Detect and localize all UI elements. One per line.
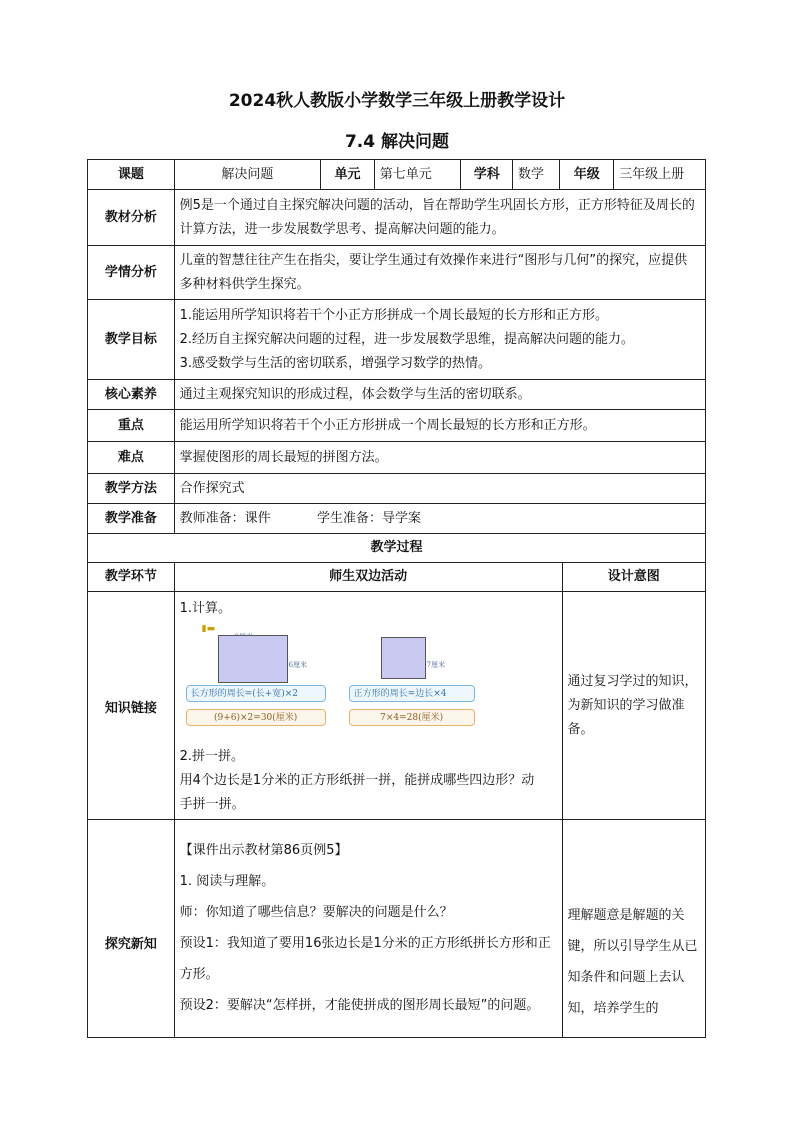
teaching-prep-row (88, 504, 706, 534)
rect-height-label: 6厘米 (288, 660, 308, 669)
teacher-prep: 教师准备：课件 (179, 510, 271, 526)
explore-new-content (174, 820, 562, 1038)
difficulty-row (88, 442, 706, 474)
teaching-goals-label: 教学目标 (88, 300, 175, 380)
explore-line: 1. 阅读与理解。 (179, 873, 275, 889)
unit-label: 单元 (321, 160, 375, 190)
textbook-analysis-row (88, 190, 706, 246)
key-point-text: 能运用所学知识将若干个小正方形拼成一个周长最短的长方形和正方形。 (174, 410, 705, 442)
rectangle-shape (218, 635, 288, 683)
explore-line: 【课件出示教材第86页例5】 (179, 842, 348, 858)
lesson-plan-table (87, 159, 706, 1038)
square-formula: 正方形的周长=边长×4 (349, 685, 475, 702)
col-stage-header: 教学环节 (88, 563, 175, 592)
col-intent-header: 设计意图 (562, 563, 705, 592)
student-analysis-label: 学情分析 (88, 246, 175, 300)
unit-value: 第七单元 (374, 160, 461, 190)
col-activity-header: 师生双边活动 (174, 563, 562, 592)
square-calc: 7×4=28(厘米) (349, 709, 475, 726)
student-prep: 学生准备：导学案 (316, 510, 421, 526)
pin-text: 用4个边长是1分米的正方形纸拼一拼，能拼成哪些四边形？动手拼一拼。 (179, 772, 535, 812)
topic-label: 课题 (88, 160, 175, 190)
student-analysis-row (88, 246, 706, 300)
key-point-label: 重点 (88, 410, 175, 442)
core-literacy-label: 核心素养 (88, 380, 175, 410)
core-literacy-row (88, 380, 706, 410)
teaching-process-title: 教学过程 (88, 534, 706, 563)
perimeter-figure (180, 623, 557, 739)
calc-title: 1.计算。 (179, 600, 232, 616)
textbook-analysis-text: 例5是一个通过自主探究解决问题的活动，旨在帮助学生巩固长方形，正方形特征及周长的计算方法，进一步发展数学思考、提高解决问题的能力。 (174, 190, 705, 246)
grade-label: 年级 (560, 160, 614, 190)
teaching-method-row (88, 474, 706, 504)
pin-title: 2.拼一拼。 (179, 748, 245, 764)
teaching-method-label: 教学方法 (88, 474, 175, 504)
process-title-row (88, 534, 706, 563)
teaching-goals-row (88, 300, 706, 380)
figure-mark: ▮▬ (201, 623, 216, 634)
explore-new-label: 探究新知 (88, 820, 175, 1038)
teaching-prep-label: 教学准备 (88, 504, 175, 534)
teaching-prep-text (174, 504, 705, 534)
key-point-row (88, 410, 706, 442)
knowledge-link-row (88, 592, 706, 820)
explore-line: 预设1：我知道了要用16张边长是1分米的正方形纸拼长方形和正方形。 (179, 935, 551, 982)
textbook-analysis-label: 教材分析 (88, 190, 175, 246)
explore-line: 师：你知道了哪些信息？要解决的问题是什么？ (179, 904, 453, 920)
explore-line: 预设2：要解决“怎样拼，才能使拼成的图形周长最短”的问题。 (179, 997, 540, 1013)
explore-new-row (88, 820, 706, 1038)
core-literacy-text: 通过主观探究知识的形成过程，体会数学与生活的密切联系。 (174, 380, 705, 410)
header-row (88, 160, 706, 190)
rect-formula: 长方形的周长=(长+宽)×2 (186, 685, 326, 702)
goal-item: 2.经历自主探究解决问题的过程，进一步发展数学思维，提高解决问题的能力。 (179, 331, 635, 347)
process-header-row (88, 563, 706, 592)
difficulty-text: 掌握使图形的周长最短的拼图方法。 (174, 442, 705, 474)
explore-new-intent: 理解题意是解题的关键，所以引导学生从已知条件和问题上去认知，培养学生的 (562, 820, 705, 1038)
square-shape (381, 637, 426, 679)
grade-value: 三年级上册 (614, 160, 706, 190)
goal-item: 1.能运用所学知识将若干个小正方形拼成一个周长最短的长方形和正方形。 (179, 307, 609, 323)
knowledge-link-label: 知识链接 (88, 592, 175, 820)
teaching-method-text: 合作探究式 (174, 474, 705, 504)
knowledge-link-intent: 通过复习学过的知识，为新知识的学习做准备。 (562, 592, 705, 820)
difficulty-label: 难点 (88, 442, 175, 474)
document-title: 2024秋人教版小学数学三年级上册教学设计 (228, 91, 566, 111)
lesson-title: 7.4 解决问题 (344, 132, 450, 152)
student-analysis-text: 儿童的智慧往往产生在指尖，要让学生通过有效操作来进行“图形与几何”的探究，应提供多种材料供学生探究。 (174, 246, 705, 300)
goal-item: 3.感受数学与生活的密切联系，增强学习数学的热情。 (179, 355, 492, 371)
knowledge-link-content (174, 592, 562, 820)
topic-value: 解决问题 (174, 160, 320, 190)
rect-calc: (9+6)×2=30(厘米) (186, 709, 326, 726)
teaching-goals-list (174, 300, 705, 380)
subject-value: 数学 (513, 160, 560, 190)
subject-label: 学科 (461, 160, 513, 190)
square-side-label: 7厘米 (426, 660, 446, 669)
